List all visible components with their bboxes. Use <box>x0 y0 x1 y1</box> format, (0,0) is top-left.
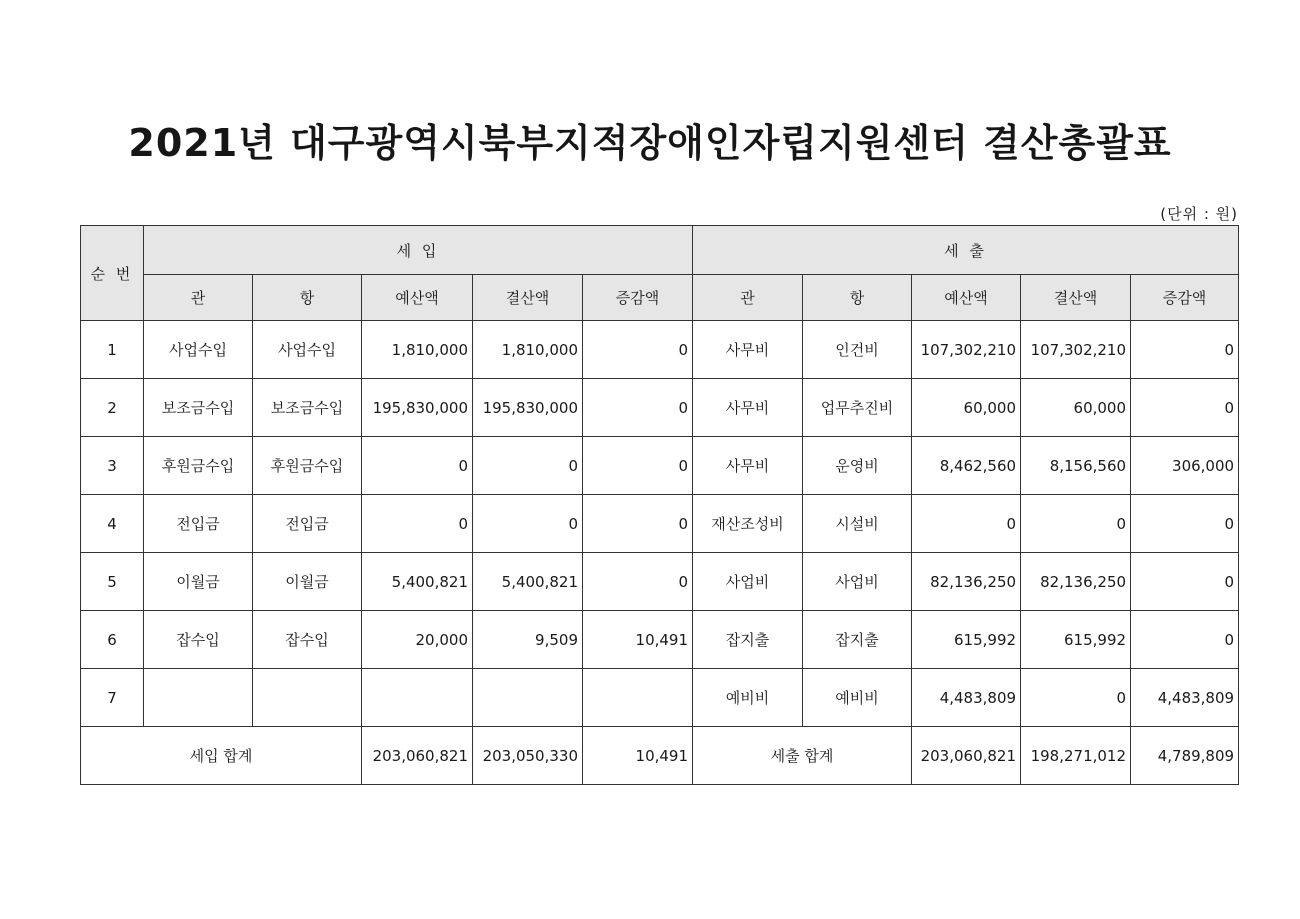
revenue-diff-cell: 10,491 <box>583 611 693 669</box>
expense-gwan-cell: 사무비 <box>693 379 803 437</box>
expense-settled-cell: 0 <box>1021 495 1131 553</box>
expense-budget-cell: 60,000 <box>912 379 1021 437</box>
table-row <box>81 495 1239 553</box>
revenue-hang-cell: 사업수입 <box>253 321 362 379</box>
expense-diff-cell: 0 <box>1131 495 1239 553</box>
header-revenue: 세 입 <box>144 226 693 275</box>
header-expense-budget: 예산액 <box>912 275 1021 321</box>
revenue-gwan-cell: 후원금수입 <box>144 437 253 495</box>
expense-diff-cell: 0 <box>1131 611 1239 669</box>
revenue-hang-cell <box>253 669 362 727</box>
expense-settled-cell: 82,136,250 <box>1021 553 1131 611</box>
expense-gwan-cell: 사무비 <box>693 437 803 495</box>
expense-settled-cell: 107,302,210 <box>1021 321 1131 379</box>
row-number-cell: 3 <box>81 437 144 495</box>
expense-total-label: 세출 합계 <box>693 727 912 785</box>
header-seq: 순 번 <box>81 226 144 321</box>
expense-gwan-cell: 사업비 <box>693 553 803 611</box>
expense-gwan-cell: 사무비 <box>693 321 803 379</box>
table-row <box>81 611 1239 669</box>
revenue-diff-cell: 0 <box>583 437 693 495</box>
expense-total-diff: 4,789,809 <box>1131 727 1239 785</box>
expense-settled-cell: 60,000 <box>1021 379 1131 437</box>
revenue-hang-cell: 보조금수입 <box>253 379 362 437</box>
revenue-diff-cell: 0 <box>583 553 693 611</box>
revenue-budget-cell: 195,830,000 <box>362 379 473 437</box>
header-expense-hang: 항 <box>803 275 912 321</box>
header-revenue-gwan: 관 <box>144 275 253 321</box>
expense-diff-cell: 0 <box>1131 553 1239 611</box>
revenue-budget-cell: 0 <box>362 495 473 553</box>
row-number-cell: 6 <box>81 611 144 669</box>
revenue-settled-cell <box>473 669 583 727</box>
expense-budget-cell: 4,483,809 <box>912 669 1021 727</box>
expense-hang-cell: 시설비 <box>803 495 912 553</box>
expense-total-budget: 203,060,821 <box>912 727 1021 785</box>
revenue-diff-cell <box>583 669 693 727</box>
expense-settled-cell: 8,156,560 <box>1021 437 1131 495</box>
settlement-table <box>80 225 1239 785</box>
revenue-settled-cell: 0 <box>473 437 583 495</box>
revenue-settled-cell: 0 <box>473 495 583 553</box>
revenue-total-budget: 203,060,821 <box>362 727 473 785</box>
revenue-budget-cell: 5,400,821 <box>362 553 473 611</box>
revenue-budget-cell: 1,810,000 <box>362 321 473 379</box>
row-number-cell: 2 <box>81 379 144 437</box>
revenue-total-label: 세입 합계 <box>81 727 362 785</box>
expense-diff-cell: 0 <box>1131 321 1239 379</box>
expense-hang-cell: 운영비 <box>803 437 912 495</box>
header-expense-settled: 결산액 <box>1021 275 1131 321</box>
header-revenue-budget: 예산액 <box>362 275 473 321</box>
revenue-hang-cell: 후원금수입 <box>253 437 362 495</box>
revenue-hang-cell: 이월금 <box>253 553 362 611</box>
expense-budget-cell: 107,302,210 <box>912 321 1021 379</box>
header-expense-gwan: 관 <box>693 275 803 321</box>
expense-hang-cell: 인건비 <box>803 321 912 379</box>
revenue-total-diff: 10,491 <box>583 727 693 785</box>
row-number-cell: 5 <box>81 553 144 611</box>
table-row <box>81 379 1239 437</box>
row-number-cell: 1 <box>81 321 144 379</box>
row-number-cell: 4 <box>81 495 144 553</box>
revenue-gwan-cell: 보조금수입 <box>144 379 253 437</box>
revenue-settled-cell: 5,400,821 <box>473 553 583 611</box>
revenue-diff-cell: 0 <box>583 379 693 437</box>
revenue-hang-cell: 잡수입 <box>253 611 362 669</box>
expense-budget-cell: 8,462,560 <box>912 437 1021 495</box>
revenue-hang-cell: 전입금 <box>253 495 362 553</box>
revenue-budget-cell <box>362 669 473 727</box>
expense-hang-cell: 예비비 <box>803 669 912 727</box>
revenue-budget-cell: 20,000 <box>362 611 473 669</box>
page-title: 2021년 대구광역시북부지적장애인자립지원센터 결산총괄표 <box>128 121 1172 165</box>
revenue-settled-cell: 195,830,000 <box>473 379 583 437</box>
header-revenue-diff: 증감액 <box>583 275 693 321</box>
expense-settled-cell: 0 <box>1021 669 1131 727</box>
revenue-diff-cell: 0 <box>583 495 693 553</box>
expense-diff-cell: 4,483,809 <box>1131 669 1239 727</box>
expense-hang-cell: 잡지출 <box>803 611 912 669</box>
revenue-total-settled: 203,050,330 <box>473 727 583 785</box>
header-expense-diff: 증감액 <box>1131 275 1239 321</box>
revenue-budget-cell: 0 <box>362 437 473 495</box>
header-expense: 세 출 <box>693 226 1239 275</box>
revenue-gwan-cell: 이월금 <box>144 553 253 611</box>
unit-label: (단위 : 원) <box>1160 205 1238 223</box>
revenue-gwan-cell: 사업수입 <box>144 321 253 379</box>
table-row <box>81 553 1239 611</box>
totals-row <box>81 727 1239 785</box>
expense-hang-cell: 사업비 <box>803 553 912 611</box>
table-row <box>81 437 1239 495</box>
revenue-settled-cell: 1,810,000 <box>473 321 583 379</box>
header-revenue-settled: 결산액 <box>473 275 583 321</box>
row-number-cell: 7 <box>81 669 144 727</box>
table-row <box>81 669 1239 727</box>
revenue-gwan-cell <box>144 669 253 727</box>
expense-gwan-cell: 재산조성비 <box>693 495 803 553</box>
expense-gwan-cell: 잡지출 <box>693 611 803 669</box>
expense-hang-cell: 업무추진비 <box>803 379 912 437</box>
header-revenue-hang: 항 <box>253 275 362 321</box>
expense-budget-cell: 615,992 <box>912 611 1021 669</box>
expense-gwan-cell: 예비비 <box>693 669 803 727</box>
revenue-gwan-cell: 잡수입 <box>144 611 253 669</box>
expense-settled-cell: 615,992 <box>1021 611 1131 669</box>
expense-diff-cell: 0 <box>1131 379 1239 437</box>
revenue-diff-cell: 0 <box>583 321 693 379</box>
expense-total-settled: 198,271,012 <box>1021 727 1131 785</box>
revenue-gwan-cell: 전입금 <box>144 495 253 553</box>
expense-diff-cell: 306,000 <box>1131 437 1239 495</box>
revenue-settled-cell: 9,509 <box>473 611 583 669</box>
table-row <box>81 321 1239 379</box>
expense-budget-cell: 82,136,250 <box>912 553 1021 611</box>
expense-budget-cell: 0 <box>912 495 1021 553</box>
